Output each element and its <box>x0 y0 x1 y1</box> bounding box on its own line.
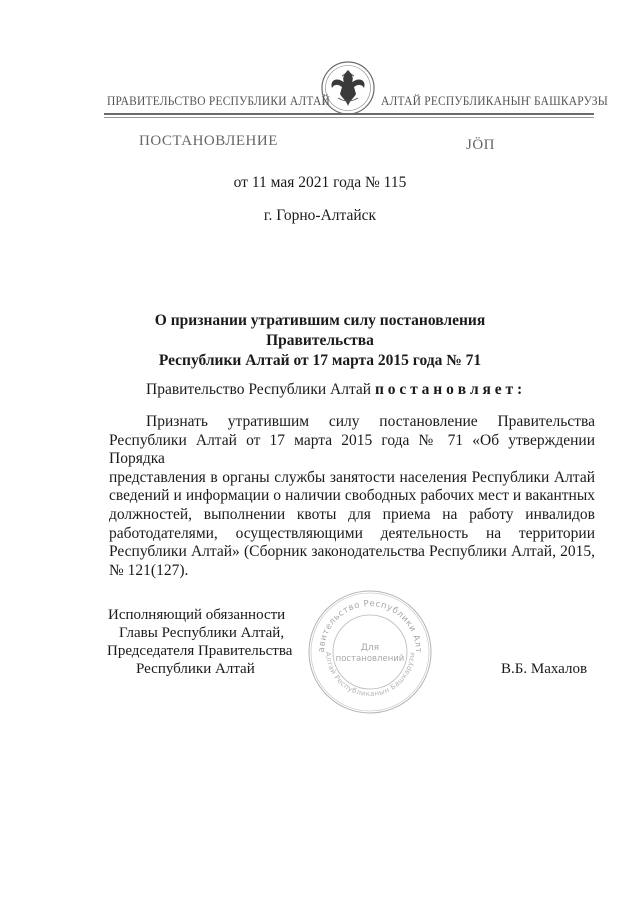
signature-position-line: Республики Алтай <box>136 661 255 677</box>
document-title <box>100 311 540 371</box>
letterhead-left-org: ПРАВИТЕЛЬСТВО РЕСПУБЛИКИ АЛТАЙ <box>107 95 331 109</box>
document-date-number: от 11 мая 2021 года № 115 <box>233 174 407 191</box>
signature-position-line: Исполняющий обязанности <box>108 607 286 623</box>
document-title-line: О признании утратившим силу постановления Правительства <box>154 312 486 349</box>
svg-text:Алтай Республиканын Башкарузы: Алтай Республиканын Башкарузы <box>323 651 417 699</box>
letterhead-rule-bottom <box>104 117 594 118</box>
signature-position-line: Председателя Правительства <box>107 643 293 659</box>
paragraph-line: № 121(127). <box>109 561 189 579</box>
seal-inner-text: Для <box>360 643 380 653</box>
paragraph-line: Признать утратившим силу постановление Правительства <box>146 413 595 430</box>
paragraph-line: сведений и информации о наличии свободных рабочих мест и вакантных <box>109 487 595 505</box>
paragraph-line: Республики Алтай от 17 марта 2015 года № 71 «Об утверждении Порядка <box>109 431 595 468</box>
document-city: г. Горно-Алтайск <box>263 207 377 224</box>
intro-action: п о с т а н о в л я е т : <box>374 381 523 398</box>
letterhead-right-org: АЛТАЙ РЕСПУБЛИКАНЫҤ БАШКАРУЗЫ <box>381 95 608 109</box>
official-seal-stamp <box>306 588 434 716</box>
signatory-name: В.Б. Махалов <box>501 661 588 677</box>
document-title-line: Республики Алтай от 17 марта 2015 года № 71 <box>158 352 482 369</box>
paragraph-line: Республики Алтай» (Сборник законодательства Республики Алтай, 2015, <box>109 543 595 561</box>
seal-inner-text: постановлений <box>335 654 405 664</box>
signature-position-line: Главы Республики Алтай, <box>119 625 285 641</box>
main-paragraph <box>109 413 595 580</box>
doc-type-right: JÖП <box>466 137 496 153</box>
svg-text:Правительство Республики Алтай: авительство Республики Алт <box>316 598 424 654</box>
doc-type-left: ПОСТАНОВЛЕНИЕ <box>139 133 278 149</box>
paragraph-line: работодателями, осуществляющими деятельность на территории <box>109 524 595 542</box>
letterhead-rule-top <box>104 113 594 115</box>
paragraph-line: представления в органы службы занятости населения Республики Алтай <box>109 468 595 486</box>
intro-line <box>146 381 522 400</box>
paragraph-line: должностей, выполнении квоты для приема на работу инвалидов <box>109 505 595 523</box>
intro-prefix: Правительство Республики Алтай <box>146 381 375 398</box>
